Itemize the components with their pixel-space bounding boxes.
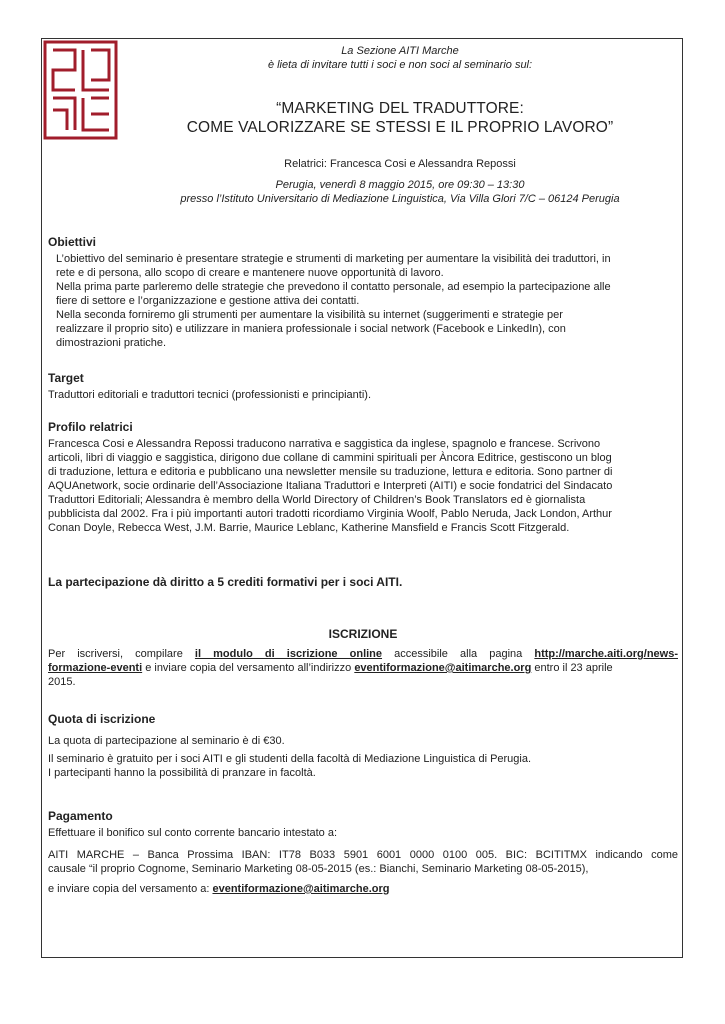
title-line-1: “MARKETING DEL TRADUTTORE: bbox=[276, 100, 524, 117]
iscrizione-text-part: accessibile alla pagina bbox=[382, 648, 535, 660]
payment-email-link[interactable]: eventiformazione@aitimarche.org bbox=[212, 883, 390, 895]
news-page-link-cont[interactable]: formazione-eventi bbox=[48, 662, 143, 674]
title-line-2: COME VALORIZZARE SE STESSI E IL PROPRIO LAVORO” bbox=[186, 119, 614, 136]
profilo-heading: Profilo relatrici bbox=[48, 420, 133, 434]
obiettivi-line: Nella seconda forniremo gli strumenti per aumentare la visibilità su internet (suggerimenti e strategie per bbox=[56, 309, 563, 321]
iscrizione-section bbox=[48, 627, 678, 689]
profilo-line: Traduttori Editoriali; Alessandra è membro della World Directory of Children’s Book Translators ed è giornalista bbox=[48, 494, 586, 506]
target-section bbox=[48, 371, 678, 402]
obiettivi-text bbox=[48, 252, 678, 350]
profilo-line: di traduzione, lettura e editoria e pubblicano una newsletter mensile su traduzione, lettura e editoria. Sono partner di bbox=[48, 466, 613, 478]
event-details bbox=[120, 178, 680, 206]
profilo-section bbox=[48, 420, 678, 535]
iscrizione-text-part: Per iscriversi, compilare bbox=[48, 648, 195, 660]
quota-line-2: Il seminario è gratuito per i soci AITI e gli studenti della facoltà di Mediazione Linguistica di Perugia. bbox=[48, 753, 532, 765]
profilo-line: Francesca Cosi e Alessandra Repossi traducono narrativa e saggistica da inglese, spagnolo e francese. Scrivono bbox=[48, 438, 601, 450]
pagamento-line-1: Effettuare il bonifico sul conto corrente bancario intestato a: bbox=[48, 827, 338, 839]
profilo-line: AQUAnetwork, socie ordinarie dell’Associazione Italiana Traduttori e Interpreti (AITI) e socie fondatrici del Sindacato bbox=[48, 480, 613, 492]
date-line: Perugia, venerdì 8 maggio 2015, ore 09:30 – 13:30 bbox=[275, 179, 525, 191]
obiettivi-section bbox=[48, 235, 678, 350]
obiettivi-line: rete e di persona, allo scopo di creare e mantenere nuove opportunità di lavoro. bbox=[56, 267, 444, 279]
pagamento-text-part: e inviare copia del versamento a: bbox=[48, 883, 213, 895]
crediti-block bbox=[48, 575, 678, 589]
speakers-block bbox=[120, 157, 680, 171]
pagamento-heading: Pagamento bbox=[48, 809, 113, 823]
quota-section bbox=[48, 712, 678, 780]
speakers-line: Relatrici: Francesca Cosi e Alessandra Repossi bbox=[284, 158, 516, 170]
email-link[interactable]: eventiformazione@aitimarche.org bbox=[354, 662, 532, 674]
profilo-line: articoli, libri di viaggio e saggistica, dirigono due collane di cammini spirituali per Àncora Editrice, gestiscono un blog bbox=[48, 452, 612, 464]
quota-heading: Quota di iscrizione bbox=[48, 712, 156, 726]
obiettivi-line: dimostrazioni pratiche. bbox=[56, 337, 167, 349]
iscrizione-line-1 bbox=[48, 647, 678, 661]
iscrizione-text-part: entro il 23 aprile bbox=[531, 662, 613, 674]
quota-line-3: I partecipanti hanno la possibilità di pranzare in facoltà. bbox=[48, 767, 316, 779]
news-page-link[interactable]: http://marche.aiti.org/news- bbox=[534, 648, 678, 660]
target-text: Traduttori editoriali e traduttori tecnici (professionisti e principianti). bbox=[48, 389, 372, 401]
venue-line: presso l’Istituto Universitario di Mediazione Linguistica, Via Villa Glori 7/C – 06124 Perugia bbox=[180, 193, 620, 205]
iscrizione-line-3: 2015. bbox=[48, 676, 76, 688]
profilo-text bbox=[48, 437, 678, 535]
iscrizione-heading: ISCRIZIONE bbox=[328, 627, 398, 641]
pagamento-line-4 bbox=[48, 882, 678, 896]
obiettivi-heading: Obiettivi bbox=[48, 235, 97, 249]
quota-line-1: La quota di partecipazione al seminario è di €30. bbox=[48, 735, 285, 747]
iscrizione-text bbox=[48, 647, 678, 689]
obiettivi-line: L’obiettivo del seminario è presentare strategie e strumenti di marketing per aumentare la visibilità dei traduttori, in bbox=[56, 253, 611, 265]
obiettivi-line: Nella prima parte parleremo delle strategie che prevedono il contatto personale, ad esempio la partecipazione alle bbox=[56, 281, 611, 293]
pagamento-line-3: causale “il proprio Cognome, Seminario Marketing 08-05-2015 (es.: Bianchi, Seminario Marketing 08-05-2015), bbox=[48, 863, 589, 875]
intro-block bbox=[120, 44, 680, 72]
iscrizione-line-2 bbox=[48, 661, 678, 675]
profilo-line: pubblicista dal 2002. Fra i più importanti autori tradotti ricordiamo Virginia Woolf, Pablo Neruda, Jack London, Arthur bbox=[48, 508, 612, 520]
registration-form-link[interactable]: il modulo di iscrizione online bbox=[194, 648, 383, 660]
target-heading: Target bbox=[48, 371, 84, 385]
iscrizione-text-part: e inviare copia del versamento all’indirizzo bbox=[142, 662, 355, 674]
profilo-line: Conan Doyle, Rebecca West, J.M. Barrie, Maurice Leblanc, Katherine Mansfield e Francis Scott Fitzgerald. bbox=[48, 522, 570, 534]
org-line: La Sezione AITI Marche bbox=[341, 45, 459, 57]
obiettivi-line: realizzare il proprio sito) e utilizzare in maniera professionale i social network (Facebook e LinkedIn), con bbox=[56, 323, 566, 335]
aiti-logo-icon bbox=[43, 40, 118, 140]
crediti-line: La partecipazione dà diritto a 5 crediti formativi per i soci AITI. bbox=[48, 575, 403, 589]
seminar-title bbox=[120, 99, 680, 137]
pagamento-line-2: AITI MARCHE – Banca Prossima IBAN: IT78 B033 5901 6001 0000 0100 005. BIC: BCITITMX indicando come bbox=[48, 849, 678, 861]
invite-line: è lieta di invitare tutti i soci e non soci al seminario sul: bbox=[267, 59, 533, 71]
obiettivi-line: fiere di settore e l’organizzazione e gestione attiva dei contatti. bbox=[56, 295, 360, 307]
pagamento-section bbox=[48, 809, 678, 896]
